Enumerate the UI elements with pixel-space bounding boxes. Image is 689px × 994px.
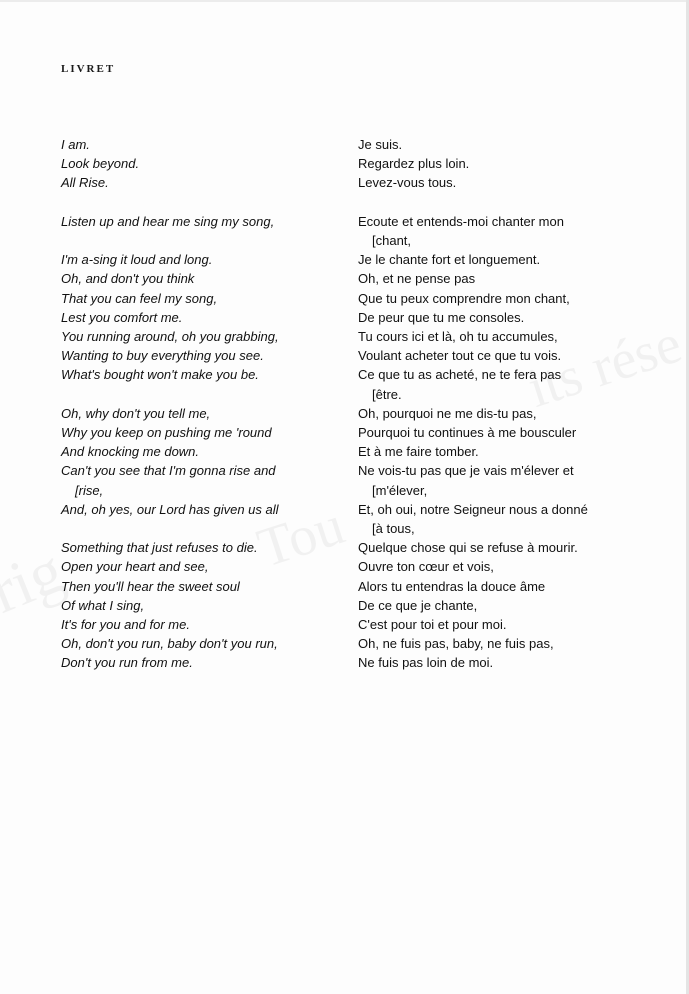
lyric-line: C'est pour toi et pour moi. <box>358 617 507 633</box>
lyric-line: [chant, <box>372 233 412 248</box>
lyric-line: You running around, oh you grabbing, <box>61 329 279 344</box>
lyric-line: All Rise. <box>61 175 109 191</box>
lyric-line: Open your heart and see, <box>61 559 209 575</box>
lyric-line: Ne vois-tu pas que je vais m'élever et <box>358 463 574 479</box>
lyric-line: Of what I sing, <box>61 597 145 613</box>
lyric-line: Levez-vous tous. <box>358 175 457 191</box>
lyric-line: Ce que tu as acheté, ne te fera pas <box>358 367 562 383</box>
stanza-gap <box>61 385 346 404</box>
lyric-line: What's bought won't make you be. <box>61 367 259 383</box>
lyric-line: Don't you run from me. <box>61 655 193 671</box>
lyric-line: Oh, et ne pense pas <box>358 271 476 287</box>
lyric-line: Et, oh oui, notre Seigneur nous a donné <box>358 501 588 517</box>
lyric-line: Alors tu entendras la douce âme <box>358 578 546 594</box>
lyric-line: Je suis. <box>358 137 403 152</box>
lyric-line: Ouvre ton cœur et vois, <box>358 559 494 575</box>
lyric-line: Oh, ne fuis pas, baby, ne fuis pas, <box>358 636 554 652</box>
lyric-line: Ecoute et entends-moi chanter mon <box>358 213 564 229</box>
lyric-line: De peur que tu me consoles. <box>358 309 525 325</box>
lyric-line: Then you'll hear the sweet soul <box>61 578 240 594</box>
lyric-line: Listen up and hear me sing my song, <box>61 213 275 229</box>
lyric-line: [à tous, <box>372 521 415 537</box>
lyric-line: It's for you and for me. <box>61 617 190 633</box>
lyric-line: Lest you comfort me. <box>61 309 183 325</box>
lyric-line: Tu cours ici et là, oh tu accumules, <box>358 329 558 345</box>
french-lyrics-column <box>358 135 658 673</box>
lyric-line: Look beyond. <box>61 156 140 172</box>
stanza-gap <box>61 193 346 212</box>
lyric-line: [m'élever, <box>372 482 428 498</box>
lyric-line: Quelque chose qui se refuse à mourir. <box>358 540 578 556</box>
lyric-line: [rise, <box>75 482 104 498</box>
lyric-line: Can't you see that I'm gonna rise and <box>61 463 276 479</box>
lyric-line: Oh, don't you run, baby don't you run, <box>61 636 278 652</box>
stanza-gap <box>358 193 658 212</box>
lyric-line: Something that just refuses to die. <box>61 540 258 556</box>
lyric-line: And, oh yes, our Lord has given us all <box>61 501 279 517</box>
page-top-edge <box>0 0 689 2</box>
lyric-line: Regardez plus loin. <box>358 156 470 172</box>
lyric-line: I am. <box>61 137 90 152</box>
english-lyrics-column <box>61 135 346 673</box>
lyric-line: Pourquoi tu continues à me bousculer <box>358 425 577 441</box>
lyric-line: That you can feel my song, <box>61 290 218 306</box>
lyric-line: [être. <box>372 386 402 402</box>
lyric-line: Oh, and don't you think <box>61 271 195 287</box>
section-header: LIVRET <box>61 63 116 75</box>
lyric-line: Wanting to buy everything you see. <box>61 348 264 364</box>
stanza-gap <box>61 519 346 538</box>
lyric-line: Why you keep on pushing me 'round <box>61 425 272 440</box>
lyric-line: Ne fuis pas loin de moi. <box>358 655 494 671</box>
stanza-gap <box>61 231 346 250</box>
lyric-line: Oh, why don't you tell me, <box>61 405 211 421</box>
lyric-line: De ce que je chante, <box>358 597 478 613</box>
lyric-line: Voulant acheter tout ce que tu vois. <box>358 348 562 364</box>
lyric-line: Que tu peux comprendre mon chant, <box>358 290 570 306</box>
lyric-line: Oh, pourquoi ne me dis-tu pas, <box>358 405 537 421</box>
lyric-line: I'm a-sing it loud and long. <box>61 252 213 268</box>
lyric-line: Et à me faire tomber. <box>358 444 479 460</box>
lyric-line: And knocking me down. <box>61 444 200 460</box>
lyric-line: Je le chante fort et longuement. <box>358 252 541 268</box>
